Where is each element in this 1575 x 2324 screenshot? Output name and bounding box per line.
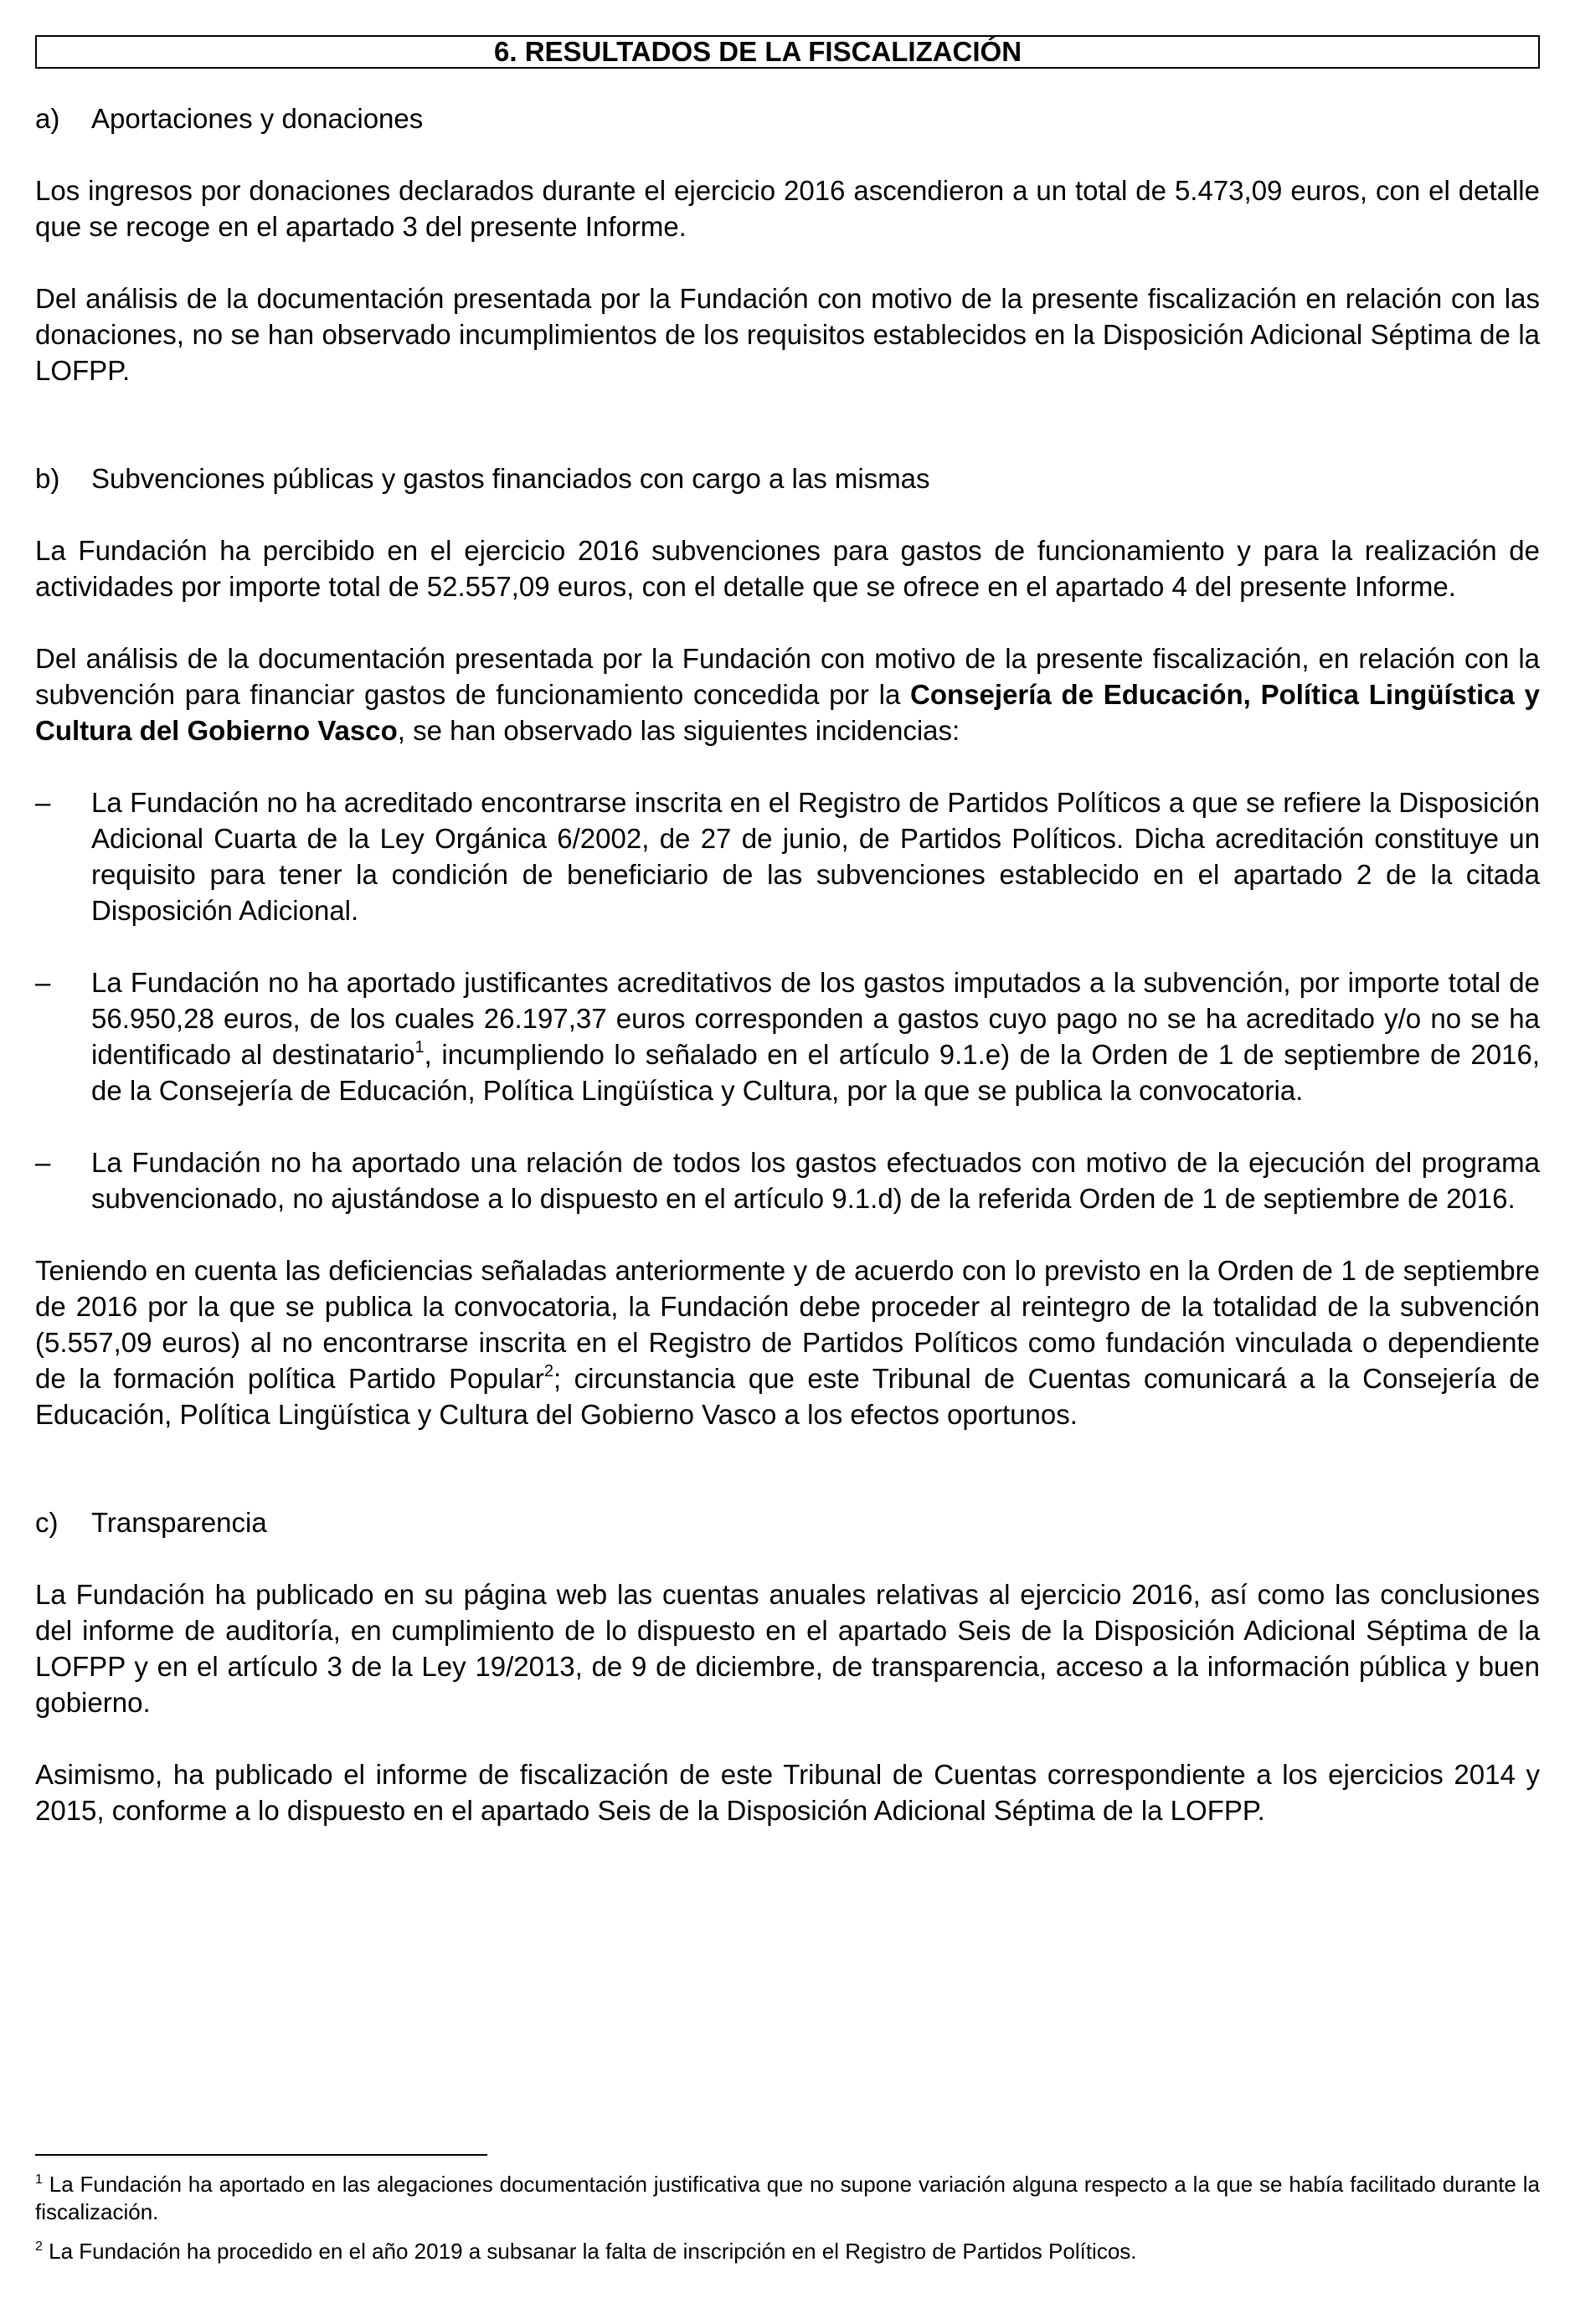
bullet-text-1: La Fundación no ha acreditado encontrarse inscrita en el Registro de Partidos Políticos a que se refiere la Disposición Adicional Cuarta de la Ley Orgánica 6/2002, de 27 de junio, de Partidos Políticos. Dicha acreditación constituye un requisito para tener la condición de beneficiario de las subvenciones establecido en el apartado 2 de la citada Disposición Adicional. <box>91 787 1540 926</box>
section-title-box <box>35 35 1540 69</box>
footnote-text-2: La Fundación ha procedido en el año 2019 a subsanar la falta de inscripción en el Registro de Partidos Políticos. <box>42 2239 1137 2264</box>
section-b-paragraph-3-start: Teniendo en cuenta las deficiencias señaladas anteriormente y de acuerdo con lo previsto en la Orden de 1 de septiembre de 2016 por la que se publica la convocatoria, la Fundación debe proceder al reintegro de la totalidad de la subvención (5.557,09 euros) al no encontrarse inscrita en el Registro de Partidos Políticos como fundación vinculada o dependiente de la formación política Partido Popular <box>35 1255 1540 1394</box>
section-c-heading <box>35 1504 1540 1540</box>
section-b-paragraph-2 <box>35 640 1540 748</box>
bullet-text-3: La Fundación no ha aportado una relación de todos los gastos efectuados con motivo de la ejecución del programa subvencionado, no ajustándose a lo dispuesto en el artículo 9.1.d) de la referida Orden de 1 de septiembre de 2016. <box>91 1147 1540 1214</box>
footnote-ref-2[interactable]: 2 <box>543 1362 553 1381</box>
footnote-1 <box>35 2171 1540 2226</box>
section-b-letter: b) <box>35 463 60 494</box>
section-a-paragraph-2: Del análisis de la documentación presentada por la Fundación con motivo de la presente fiscalización en relación con las donaciones, no se han observado incumplimientos de los requisitos establecidos en la Disposición Adicional Séptima de la LOFPP. <box>35 283 1540 386</box>
footnote-marker-1: 1 <box>35 2172 43 2187</box>
section-b-paragraph-2-end: , se han observado las siguientes incidencias: <box>397 715 960 746</box>
section-a-title: Aportaciones y donaciones <box>91 103 424 134</box>
footnote-2 <box>35 2238 1540 2265</box>
footnote-marker-2: 2 <box>35 2239 43 2254</box>
bullet-item-1 <box>35 784 1540 928</box>
bullet-item-2 <box>35 964 1540 1108</box>
section-a-heading <box>35 100 1540 136</box>
section-a-letter: a) <box>35 103 60 134</box>
bullet-item-3 <box>35 1144 1540 1216</box>
document-body <box>35 100 1540 1828</box>
bullet-text-2-end: , incumpliendo lo señalado en el artículo 9.1.e) de la Orden de 1 de septiembre de 2016, de la Consejería de Educación, Política Lingüística y Cultura, por la que se publica la convocatoria. <box>91 1039 1540 1106</box>
section-b-paragraph-3 <box>35 1252 1540 1432</box>
section-c-letter: c) <box>35 1507 59 1538</box>
footnote-divider <box>35 2154 487 2156</box>
footnotes <box>35 2171 1540 2265</box>
section-c-title: Transparencia <box>91 1507 267 1538</box>
bullet-dash: – <box>35 787 51 818</box>
section-b-title: Subvenciones públicas y gastos financiados con cargo a las mismas <box>91 463 930 494</box>
section-b-paragraph-3-end: ; circunstancia que este Tribunal de Cuentas comunicará a la Consejería de Educación, Política Lingüística y Cultura del Gobierno Vasco a los efectos oportunos. <box>35 1363 1540 1430</box>
bullet-text-2 <box>91 964 1540 1108</box>
section-title: 6. RESULTADOS DE LA FISCALIZACIÓN <box>494 36 1022 67</box>
bullet-text-2-start: La Fundación no ha aportado justificantes acreditativos de los gastos imputados a la subvención, por importe total de 56.950,28 euros, de los cuales 26.197,37 euros corresponden a gastos cuyo pago no se ha acreditado y/o no se ha identificado al destinatario <box>91 967 1540 1070</box>
section-b-heading <box>35 460 1540 496</box>
footnote-text-1: La Fundación ha aportado en las alegaciones documentación justificativa que no supone variación alguna respecto a la que se había facilitado durante la fiscalización. <box>35 2172 1540 2224</box>
bullet-dash: – <box>35 967 51 998</box>
section-b-paragraph-1: La Fundación ha percibido en el ejercicio 2016 subvenciones para gastos de funcionamiento y para la realización de actividades por importe total de 52.557,09 euros, con el detalle que se ofrece en el apartado 4 del presente Informe. <box>35 535 1540 602</box>
footnote-ref-1[interactable]: 1 <box>414 1038 425 1057</box>
section-c-paragraph-1: La Fundación ha publicado en su página web las cuentas anuales relativas al ejercicio 2016, así como las conclusiones del informe de auditoría, en cumplimiento de lo dispuesto en el apartado Seis de la Disposición Adicional Séptima de la LOFPP y en el artículo 3 de la Ley 19/2013, de 9 de diciembre, de transparencia, acceso a la información pública y buen gobierno. <box>35 1579 1540 1718</box>
bullet-dash: – <box>35 1147 51 1178</box>
section-b-paragraph-2-start: Del análisis de la documentación presentada por la Fundación con motivo de la presente fiscalización, en relación con la subvención para financiar gastos de funcionamiento concedida por la <box>35 643 1540 710</box>
section-b-paragraph-2-bold: Consejería de Educación, Política Lingüística y Cultura del Gobierno Vasco <box>35 679 1540 746</box>
section-c-paragraph-2: Asimismo, ha publicado el informe de fiscalización de este Tribunal de Cuentas correspondiente a los ejercicios 2014 y 2015, conforme a lo dispuesto en el apartado Seis de la Disposición Adicional Séptima de la LOFPP. <box>35 1759 1540 1826</box>
section-a-paragraph-1: Los ingresos por donaciones declarados durante el ejercicio 2016 ascendieron a un total de 5.473,09 euros, con el detalle que se recoge en el apartado 3 del presente Informe. <box>35 175 1540 242</box>
